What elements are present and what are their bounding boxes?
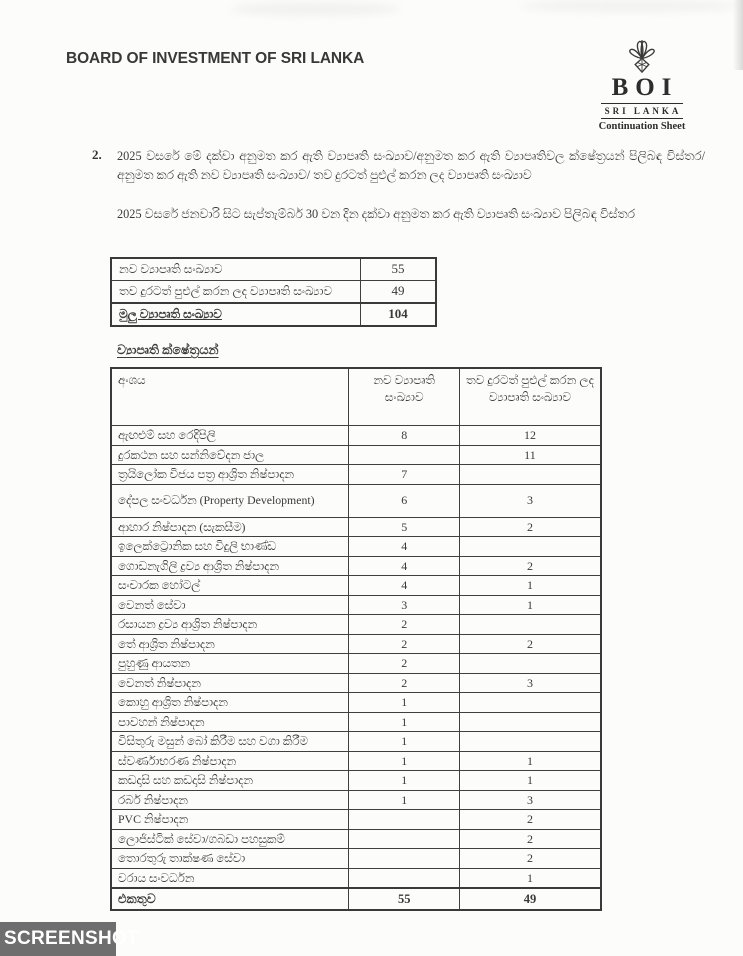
expanded-count-cell xyxy=(459,654,601,674)
table-row xyxy=(111,556,601,576)
page-title: BOARD OF INVESTMENT OF SRI LANKA xyxy=(66,50,365,67)
table-row xyxy=(111,829,601,849)
sector-total-row xyxy=(111,888,601,910)
sector-cell: රබර් නිෂ්පාදන xyxy=(111,790,349,810)
expanded-count-cell xyxy=(459,615,601,635)
table-row xyxy=(111,517,601,537)
expanded-count-cell: 3 xyxy=(459,484,601,517)
lotus-emblem-icon xyxy=(625,38,659,74)
sector-cell: කොහු ආශ්‍රිත නිෂ්පාදන xyxy=(111,693,349,713)
new-count-cell: 1 xyxy=(349,712,459,732)
table-row xyxy=(111,576,601,596)
expanded-count-cell: 1 xyxy=(459,868,601,888)
new-count-cell: 7 xyxy=(349,465,459,485)
column-header-sector: අංශය xyxy=(111,368,349,426)
sector-cell: ඉලෙක්ට්‍රොනික සහ විදුලි භාණ්ඩ xyxy=(111,537,349,557)
new-count-cell: 4 xyxy=(349,556,459,576)
sector-cell: කඩදාසි සහ කඩදාසි නිෂ්පාදන xyxy=(111,771,349,791)
sector-cell: ඇඟළුම් සහ රෙදිපිලි xyxy=(111,426,349,446)
table-row xyxy=(111,771,601,791)
new-count-cell: 1 xyxy=(349,771,459,791)
expanded-count-cell: 11 xyxy=(459,445,601,465)
new-count-cell xyxy=(349,868,459,888)
expanded-count-cell: 2 xyxy=(459,829,601,849)
expanded-count-cell xyxy=(459,732,601,752)
paragraph-2: 2025 වසරේ ජනවාරි සිට සැප්තැම්බර් 30 වන දින දක්වා අනුමත කර ඇති ව්‍යාපෘති සංඛ්‍යාව පිලිබඳ විස්තර xyxy=(117,207,635,221)
summary-label: මුලු ව්‍යාපෘති සංඛ්‍යාව xyxy=(111,303,361,326)
logo-acronym: BOI xyxy=(611,74,679,101)
expanded-count-cell: 2 xyxy=(459,556,601,576)
summary-label: නව ව්‍යාපෘති සංඛ්‍යාව xyxy=(111,258,361,281)
expanded-count-cell: 2 xyxy=(459,634,601,654)
table-row xyxy=(111,537,601,557)
expanded-count-cell: 1 xyxy=(459,751,601,771)
scan-artifact xyxy=(230,2,400,16)
expanded-count-cell: 3 xyxy=(459,673,601,693)
new-count-cell xyxy=(349,810,459,830)
table-row xyxy=(111,654,601,674)
scan-corner-shade xyxy=(733,0,743,70)
sector-cell: වෙනත් සේවා xyxy=(111,595,349,615)
sector-cell: දුරකථන සහ සන්නිවේදන ජාල xyxy=(111,445,349,465)
expanded-count-cell: 1 xyxy=(459,771,601,791)
new-count-cell: 2 xyxy=(349,654,459,674)
new-count-cell: 55 xyxy=(349,888,459,910)
table-row xyxy=(111,615,601,635)
table-row xyxy=(111,810,601,830)
new-count-cell: 2 xyxy=(349,634,459,654)
expanded-count-cell: 3 xyxy=(459,790,601,810)
paragraph-1: 2025 වසරේ මේ දක්වා අනුමත කර ඇති ව්‍යාපෘති සංඛ්‍යාව/අනුමත කර ඇති ව්‍යාපෘතිවල ක්ෂේත්‍රයන් පිලිබඳ විස්තර/අනුමත කර ඇති නව ව්‍යාපෘති සංඛ්‍යාව/ තව දුරටත් පුළුල් කරන ලද ව්‍යාපෘති සංඛ්‍යාව xyxy=(117,149,705,183)
sector-cell: දේපල සංවර්ධන (Property Development) xyxy=(111,484,349,517)
new-count-cell: 1 xyxy=(349,693,459,713)
new-count-cell: 4 xyxy=(349,537,459,557)
table-row xyxy=(111,751,601,771)
sector-cell: වරාය සංවර්ධන xyxy=(111,868,349,888)
table-header-row xyxy=(111,368,601,426)
sector-cell: විසිතුරු මසුන් බෝ කිරීම සහ වගා කිරීම xyxy=(111,732,349,752)
screenshot-badge: SCREENSHOT xyxy=(0,922,116,956)
sector-cell: පුහුණු ආයතන xyxy=(111,654,349,674)
new-count-cell: 5 xyxy=(349,517,459,537)
expanded-count-cell: 12 xyxy=(459,426,601,446)
column-header-new-projects: නව ව්‍යාපෘති සංඛ්‍යාව xyxy=(349,368,459,426)
sector-table xyxy=(110,367,602,911)
table-row xyxy=(111,465,601,485)
logo-sheet-type: Continuation Sheet xyxy=(598,121,686,132)
column-header-expanded-projects: තව දුරටත් පුළුල් කරන ලද ව්‍යාපෘති සංඛ්‍යාව xyxy=(459,368,601,426)
table-row xyxy=(111,868,601,888)
sector-cell: ගොඩනැගිලි ද්‍රව්‍ය ආශ්‍රිත නිෂ්පාදන xyxy=(111,556,349,576)
item-2 xyxy=(92,147,705,186)
new-count-cell xyxy=(349,445,459,465)
table-row xyxy=(111,712,601,732)
sector-cell: වෙනත් නිෂ්පාදන xyxy=(111,673,349,693)
expanded-count-cell xyxy=(459,712,601,732)
sector-cell: තේ ආශ්‍රිත නිෂ්පාදන xyxy=(111,634,349,654)
table-row xyxy=(111,849,601,869)
table-row xyxy=(111,673,601,693)
expanded-count-cell: 2 xyxy=(459,810,601,830)
new-count-cell: 1 xyxy=(349,790,459,810)
logo-country: SRI LANKA xyxy=(601,103,684,119)
sector-cell: ත්‍රයිලෝක විජය පත්‍ර ආශ්‍රිත නිෂ්පාදන xyxy=(111,465,349,485)
expanded-count-cell xyxy=(459,537,601,557)
new-count-cell xyxy=(349,829,459,849)
summary-total-row xyxy=(111,303,436,326)
boi-logo xyxy=(588,38,696,132)
sector-cell: සංචාරක හෝටල් xyxy=(111,576,349,596)
table-row xyxy=(111,281,436,304)
new-count-cell: 8 xyxy=(349,426,459,446)
new-count-cell: 2 xyxy=(349,615,459,635)
table-row xyxy=(111,426,601,446)
summary-value: 49 xyxy=(361,281,437,304)
sector-cell: PVC නිෂ්පාදන xyxy=(111,810,349,830)
expanded-count-cell: 1 xyxy=(459,595,601,615)
sector-cell: තොරතුරු තාක්ෂණ සේවා xyxy=(111,849,349,869)
summary-value: 55 xyxy=(361,258,437,281)
table-row xyxy=(111,634,601,654)
summary-value: 104 xyxy=(361,303,437,326)
sector-cell: පාවහන් නිෂ්පාදන xyxy=(111,712,349,732)
sector-cell: ආහාර නිෂ්පාදන (සැකසීම) xyxy=(111,517,349,537)
new-count-cell: 3 xyxy=(349,595,459,615)
table-row xyxy=(111,693,601,713)
expanded-count-cell: 2 xyxy=(459,517,601,537)
sector-cell: එකතුව xyxy=(111,888,349,910)
new-count-cell: 2 xyxy=(349,673,459,693)
sector-cell: ලොජිස්ටික් සේවා/ගබඩා පහසුකම් xyxy=(111,829,349,849)
summary-table xyxy=(110,257,437,327)
expanded-count-cell xyxy=(459,465,601,485)
table-row xyxy=(111,732,601,752)
expanded-count-cell: 49 xyxy=(459,888,601,910)
table-row xyxy=(111,484,601,517)
new-count-cell: 1 xyxy=(349,751,459,771)
table-row xyxy=(111,595,601,615)
expanded-count-cell: 1 xyxy=(459,576,601,596)
scan-artifact xyxy=(520,0,740,12)
table-row xyxy=(111,445,601,465)
summary-label: තව දුරටත් පුළුල් කරන ලද ව්‍යාපෘති සංඛ්‍යාව xyxy=(111,281,361,304)
new-count-cell: 6 xyxy=(349,484,459,517)
new-count-cell: 1 xyxy=(349,732,459,752)
sector-cell: ස්වර්ණාභරණ නිෂ්පාදන xyxy=(111,751,349,771)
expanded-count-cell xyxy=(459,693,601,713)
new-count-cell xyxy=(349,849,459,869)
new-count-cell: 4 xyxy=(349,576,459,596)
table-row xyxy=(111,258,436,281)
section-heading: ව්‍යාපෘති ක්ෂේත්‍රයන් xyxy=(117,343,219,357)
table-row xyxy=(111,790,601,810)
sector-cell: රසායන ද්‍රව්‍ය ආශ්‍රිත නිෂ්පාදන xyxy=(111,615,349,635)
expanded-count-cell: 2 xyxy=(459,849,601,869)
item-number: 2. xyxy=(92,147,102,162)
